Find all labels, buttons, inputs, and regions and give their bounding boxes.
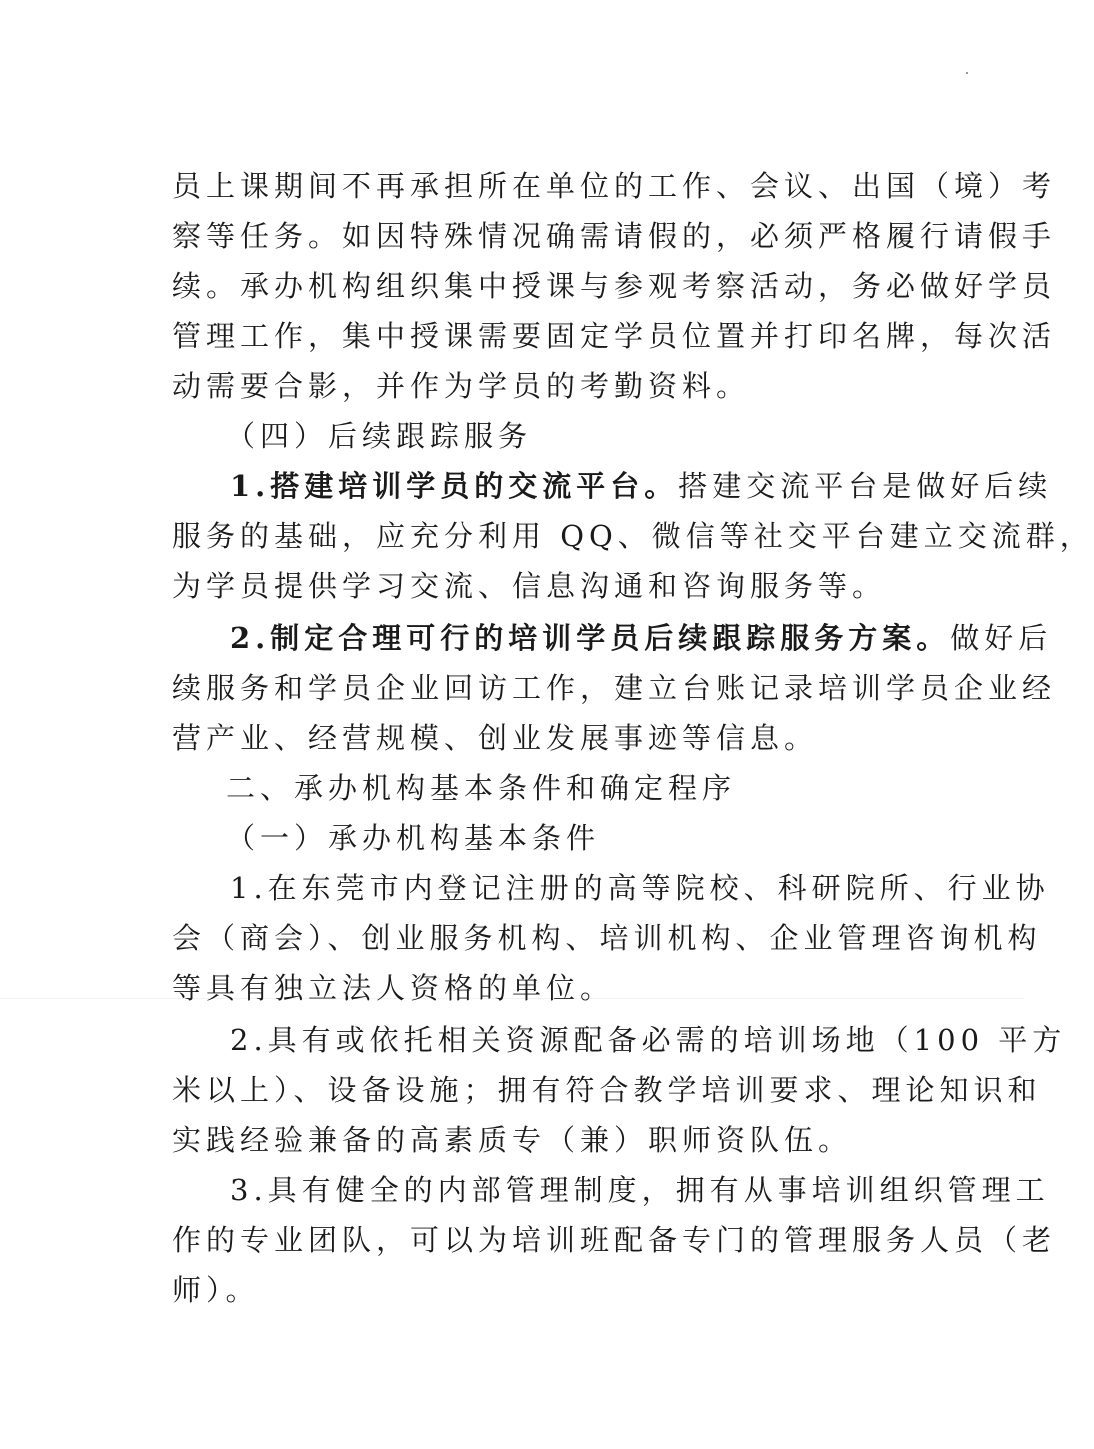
paragraph-line: 3.具有健全的内部管理制度，拥有从事培训组织管理工 — [230, 1173, 1050, 1207]
paragraph-line: 师）。 — [172, 1273, 260, 1307]
paragraph-line: 作的专业团队，可以为培训班配备专门的管理服务人员（老 — [172, 1223, 1057, 1257]
paragraph-line: 续。承办机构组织集中授课与参观考察活动，务必做好学员 — [172, 269, 1057, 303]
paragraph-line: 员上课期间不再承担所在单位的工作、会议、出国（境）考 — [172, 169, 1057, 203]
section-title: （四）后续跟踪服务 — [226, 419, 533, 453]
paragraph-line: 营产业、经营规模、创业发展事迹等信息。 — [172, 721, 819, 755]
paragraph-line: 1.在东莞市内登记注册的高等院校、科研院所、行业协 — [230, 871, 1050, 905]
item-1-text: 搭建交流平台是做好后续 — [678, 469, 1053, 503]
item-1-first-line — [230, 468, 1053, 504]
subsection-title: （一）承办机构基本条件 — [226, 821, 601, 855]
item-2-first-line — [230, 620, 1053, 656]
chapter-heading: 二、承办机构基本条件和确定程序 — [226, 771, 737, 805]
paragraph-line: 等具有独立法人资格的单位。 — [172, 971, 615, 1005]
paragraph-line: 实践经验兼备的高素质专（兼）职师资队伍。 — [172, 1123, 853, 1157]
item-2-text: 做好后 — [950, 621, 1053, 655]
paragraph-line: 会（商会）、创业服务机构、培训机构、企业管理咨询机构 — [172, 921, 1042, 955]
paragraph-line: 米以上）、设备设施；拥有符合教学培训要求、理论知识和 — [172, 1073, 1042, 1107]
paragraph-line: 察等任务。如因特殊情况确需请假的，必须严格履行请假手 — [172, 219, 1057, 253]
paragraph-line: 动需要合影，并作为学员的考勤资料。 — [172, 369, 751, 403]
paragraph-line: 为学员提供学习交流、信息沟通和咨询服务等。 — [172, 569, 887, 603]
item-1-title: 1.搭建培训学员的交流平台。 — [230, 469, 679, 503]
paragraph-line: 续服务和学员企业回访工作，建立台账记录培训学员企业经 — [172, 671, 1057, 705]
paragraph-line: 服务的基础，应充分利用 QQ、微信等社交平台建立交流群， — [172, 519, 1094, 553]
scan-speck — [966, 72, 968, 74]
paragraph-line: 2.具有或依托相关资源配备必需的培训场地（100 平方 — [230, 1023, 1067, 1057]
item-2-title: 2.制定合理可行的培训学员后续跟踪服务方案。 — [230, 621, 951, 655]
paragraph-line: 管理工作，集中授课需要固定学员位置并打印名牌，每次活 — [172, 319, 1057, 353]
